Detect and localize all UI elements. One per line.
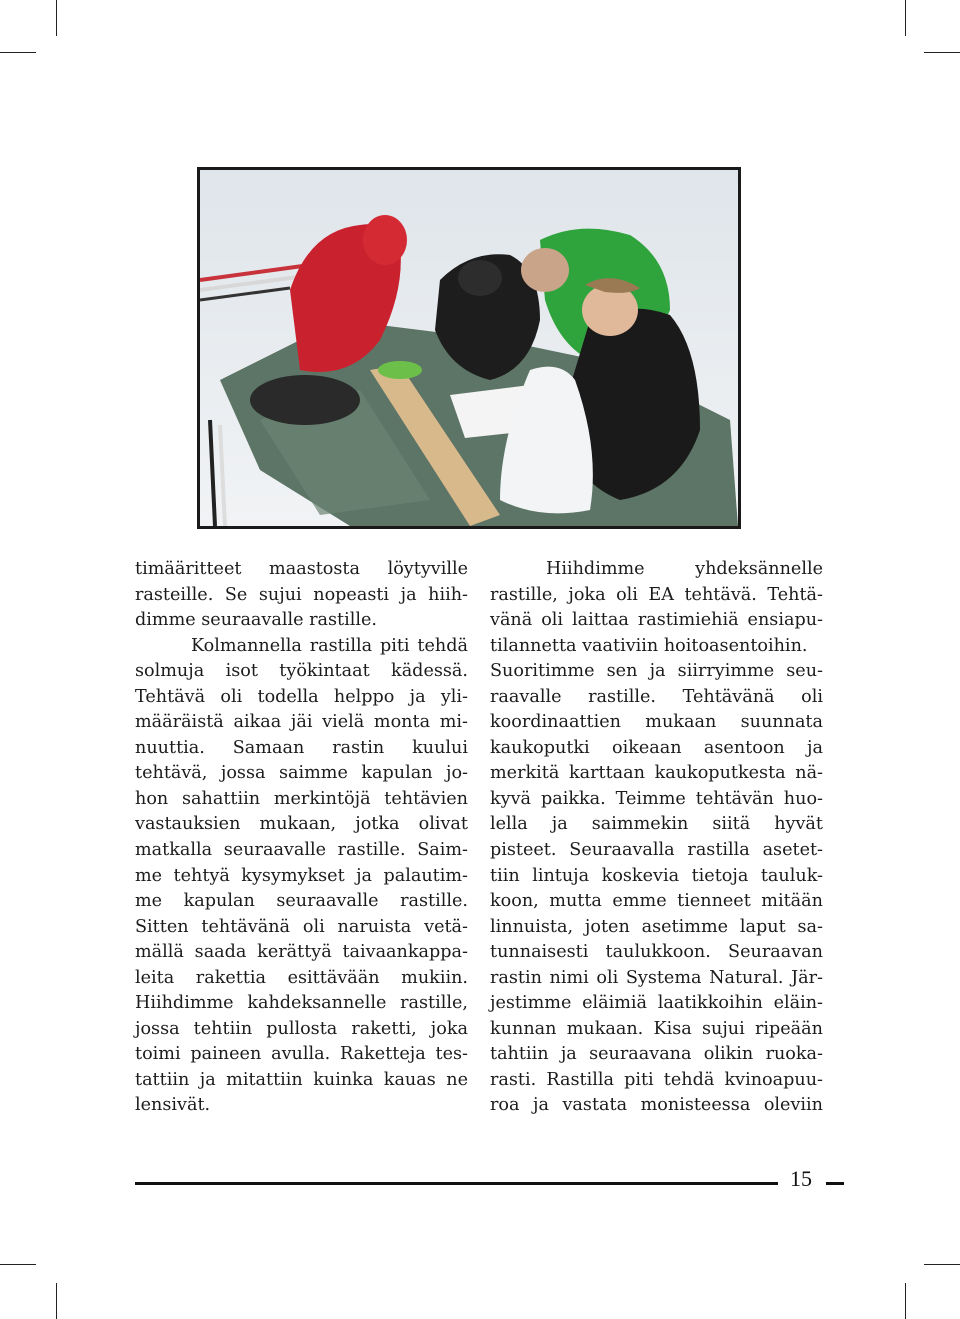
footer-rule-left (135, 1182, 778, 1185)
crop-mark (0, 52, 36, 53)
crop-mark (905, 0, 906, 36)
text-line: nuuttia. Samaan rastin kuului (135, 737, 468, 758)
text-line: tunnaisesti taulukkoon. Seuraavan (490, 942, 823, 963)
text-line: linnuista, joten asetimme laput sa- (490, 916, 823, 937)
text-line: tattiin ja mitattiin kuinka kauas ne (135, 1069, 468, 1090)
text-line: rasteille. Se sujui nopeasti ja hiih- (135, 584, 468, 605)
crop-mark (56, 0, 57, 36)
crop-mark (0, 1264, 36, 1265)
text-line: mällä saada kerättyä taivaankappa- (135, 942, 468, 963)
crop-mark (56, 1283, 57, 1319)
text-line: leita rakettia esittävään mukiin. (135, 967, 468, 988)
text-column-right (490, 557, 823, 1119)
photo (197, 167, 741, 529)
photo-students-on-tarp-in-snow-icon (200, 170, 738, 526)
text-line: Hiihdimme yhdeksännelle (546, 559, 823, 579)
text-line: tiin lintuja koskevia tietoja tauluk- (490, 865, 823, 886)
text-line: timääritteet maastosta löytyville (135, 559, 468, 579)
text-line: koordinaattien mukaan suunnata (490, 712, 823, 733)
text-line: määräistä aikaa jäi vielä monta mi- (135, 712, 468, 733)
text-line: me tehtyä kysymykset ja palautim- (135, 865, 468, 886)
text-line: vastauksien mukaan, jotka olivat (135, 814, 468, 835)
text-line: rasti. Rastilla piti tehdä kvinoapuu- (490, 1069, 823, 1090)
text-line: solmuja isot työkintaat kädessä. (135, 661, 468, 682)
text-line: Sitten tehtävänä oli naruista vetä- (135, 916, 468, 937)
crop-mark (905, 1283, 906, 1319)
text-line: rastille, joka oli EA tehtävä. Tehtä- (490, 584, 823, 605)
text-line: merkitä karttaan kaukoputkesta nä- (490, 763, 823, 784)
text-line: kyvä paikka. Teimme tehtävän huo- (490, 788, 823, 809)
text-line: rastin nimi oli Systema Natural. Jär- (490, 967, 823, 988)
page-number: 15 (790, 1166, 812, 1191)
text-line: matkalla seuraavalle rastille. Saim- (135, 840, 468, 861)
text-line: Suoritimme sen ja siirryimme seu- (490, 661, 823, 682)
text-line: hon sahattiin merkintöjä tehtävien (135, 788, 468, 809)
text-line: Tehtävä oli todella helppo ja yli- (135, 686, 468, 707)
text-line: Kolmannella rastilla piti tehdä (191, 635, 468, 656)
text-line: koon, mutta emme tienneet mitään (490, 891, 823, 912)
text-line: tilannetta vaativiin hoitoasentoihin. (490, 635, 808, 656)
text-line: kunnan mukaan. Kisa sujui ripeään (490, 1018, 823, 1039)
crop-mark (924, 1264, 960, 1265)
text-line: lella ja saimmekin siitä hyvät (490, 814, 823, 835)
text-line: me kapulan seuraavalle rastille. (135, 891, 468, 912)
text-line: tehtävä, jossa saimme kapulan jo- (135, 763, 468, 784)
footer-rule-right (826, 1182, 844, 1185)
text-line: jestimme eläimiä laatikkoihin eläin- (490, 993, 823, 1014)
text-line: lensivät. (135, 1095, 211, 1116)
text-line: pisteet. Seuraavalla rastilla asetet- (490, 840, 823, 861)
text-line: Hiihdimme kahdeksannelle rastille, (135, 993, 468, 1014)
text-line: vänä oli laittaa rastimiehiä ensiapu- (490, 610, 823, 631)
text-column-left (135, 557, 468, 1119)
text-line: toimi paineen avulla. Raketteja tes- (135, 1044, 468, 1065)
text-line: raavalle rastille. Tehtävänä oli (490, 686, 823, 707)
text-line: kaukoputki oikeaan asentoon ja (490, 737, 823, 758)
crop-mark (924, 52, 960, 53)
text-line: jossa tehtiin pullosta raketti, joka (135, 1018, 468, 1039)
text-line: tahtiin ja seuraavana olikin ruoka- (490, 1044, 823, 1065)
text-line: dimme seuraavalle rastille. (135, 610, 377, 631)
text-line: roa ja vastata monisteessa oleviin (490, 1095, 823, 1116)
